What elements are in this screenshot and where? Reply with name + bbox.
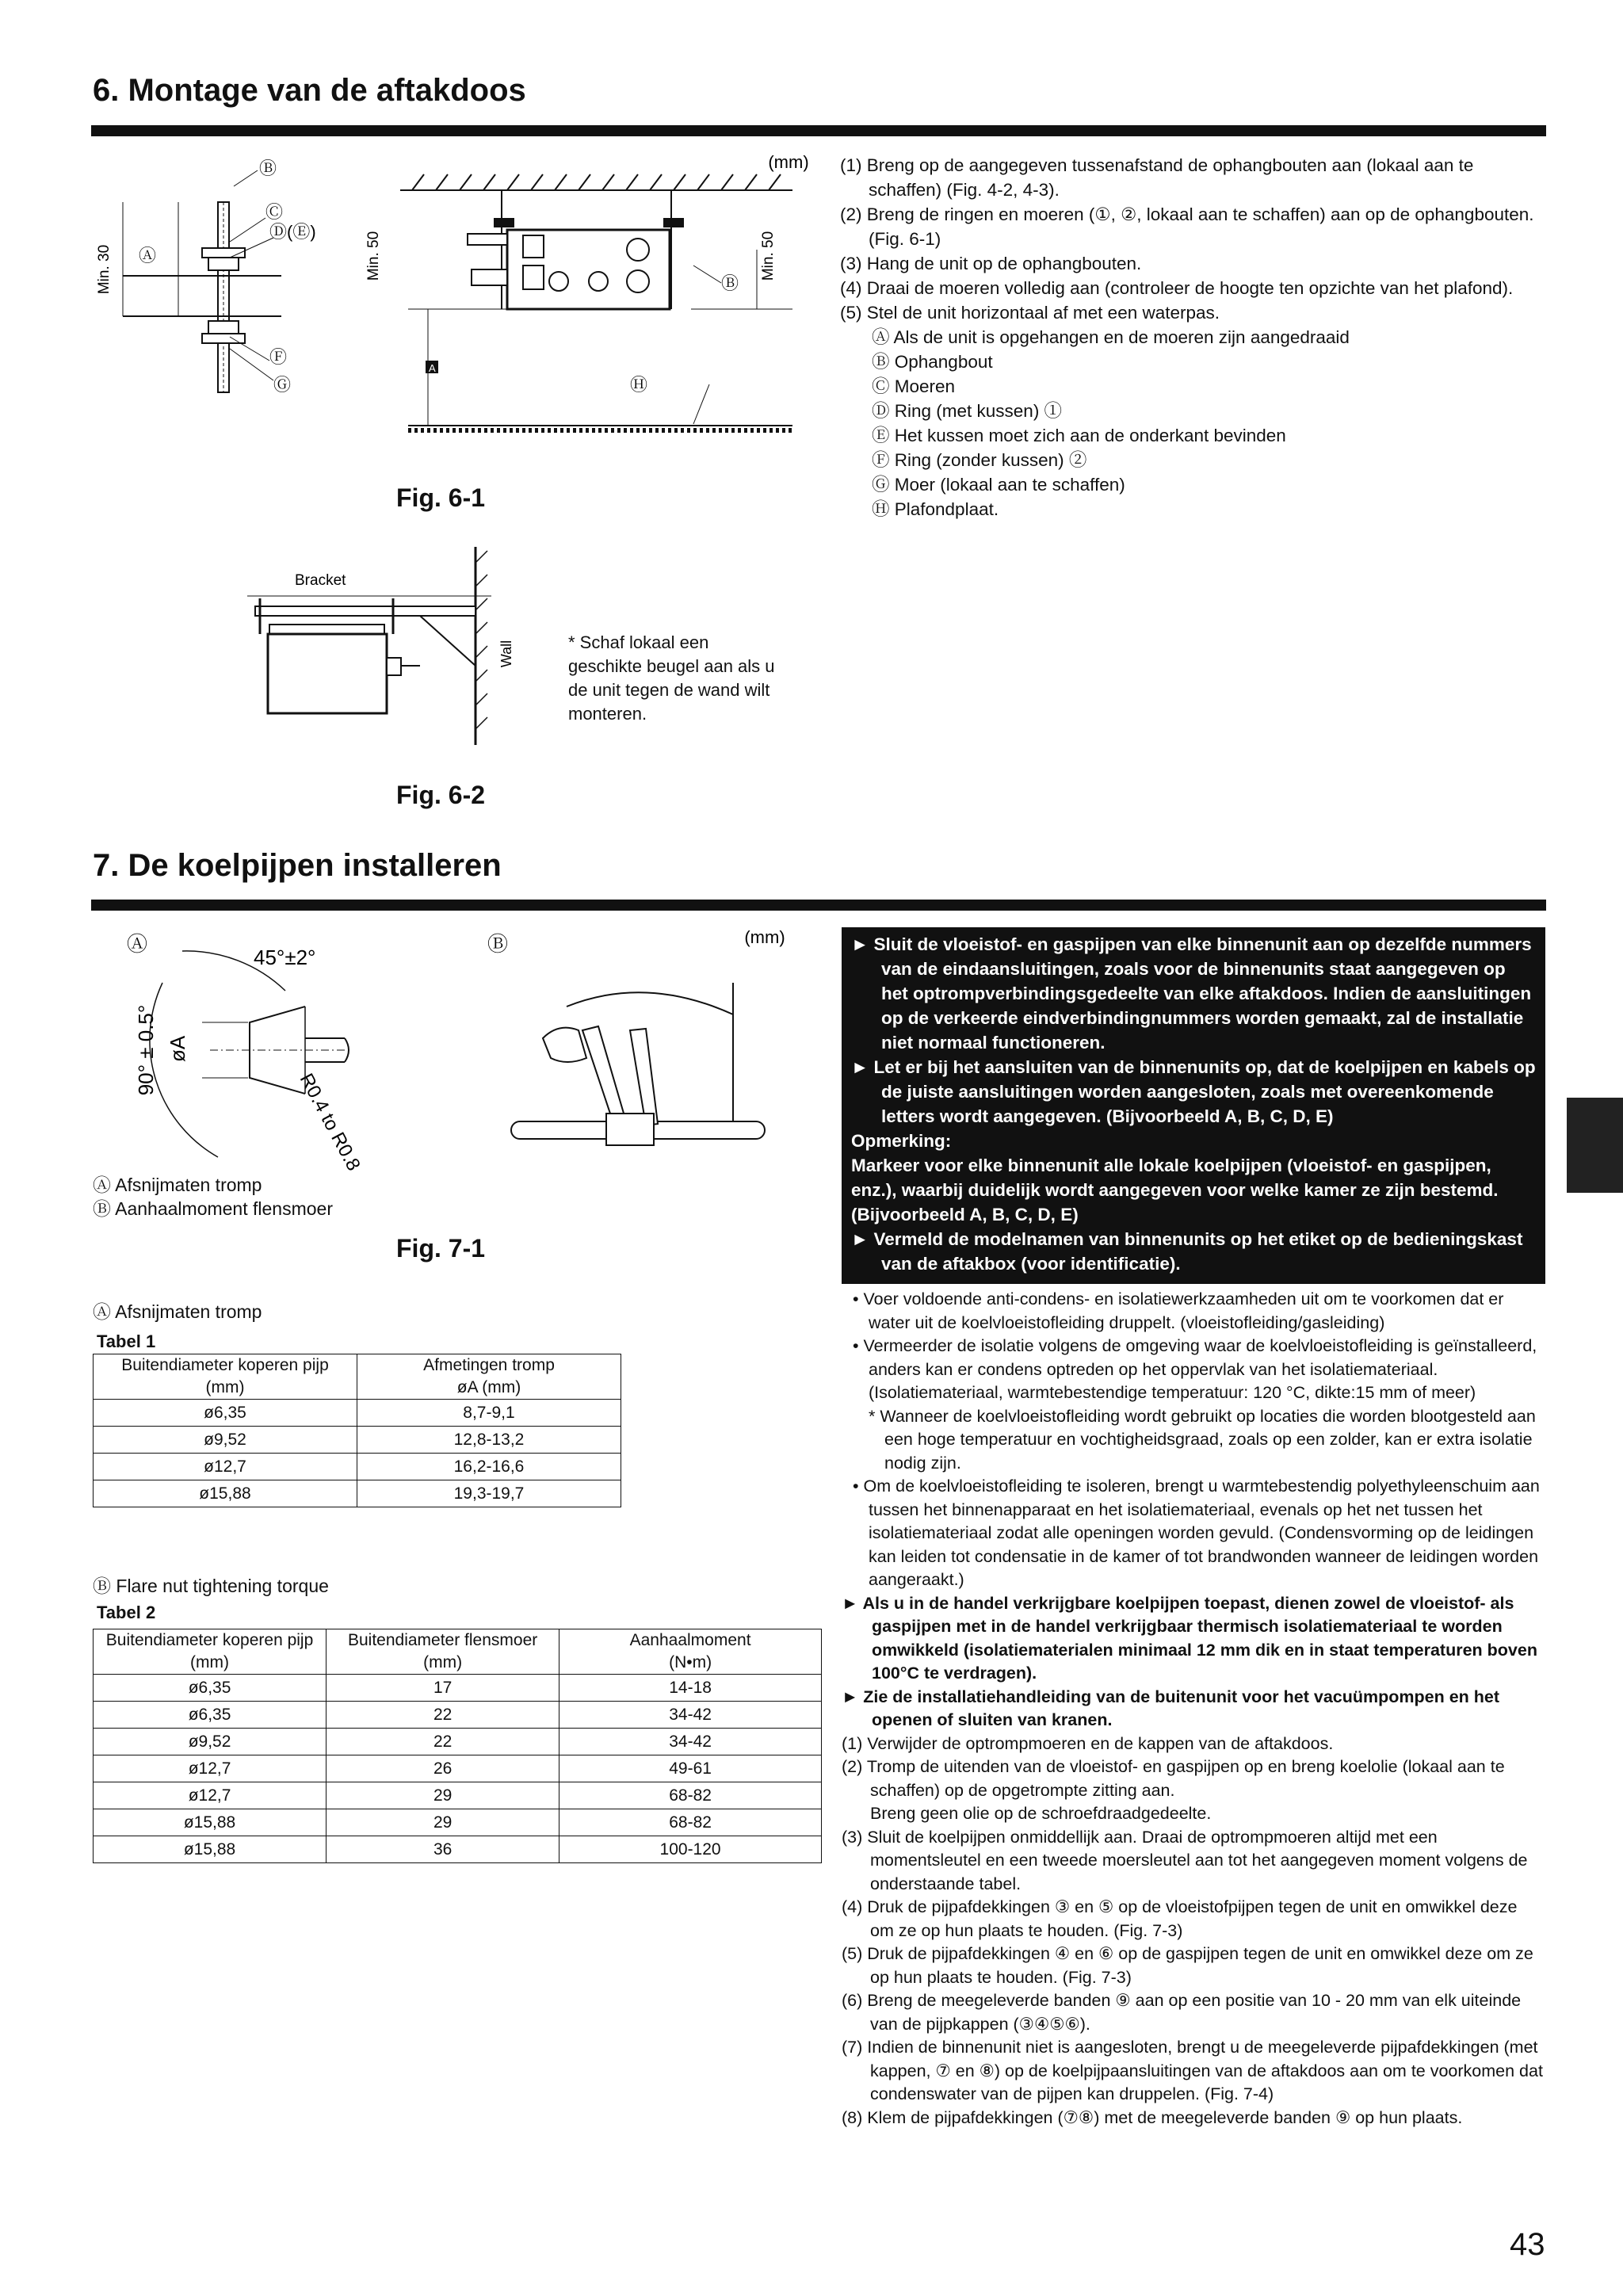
table-cell: ø12,7 <box>94 1782 327 1809</box>
table-cell: 12,8-13,2 <box>357 1427 621 1454</box>
s7-bullet-1: • Voer voldoende anti-condens- en isolatiewerkzaamheden uit om te voorkomen dat er water uit de koelvloeistofleiding druppelt. (vloeistofleiding/gasleiding) <box>853 1289 1504 1332</box>
table-cell: ø12,7 <box>94 1755 327 1782</box>
bracket-label: Bracket <box>295 572 346 589</box>
min30-label: Min. 30 <box>96 244 113 295</box>
min50-left-label: Min. 50 <box>365 231 382 281</box>
s7-step-3: (3) Sluit de koelpijpen onmiddellijk aan. Draai de optrompmoeren altijd met een momentsleutel en een tweede moersleutel aan tot het aangegeven moment volgens de onderstaande tabel. <box>842 1827 1528 1893</box>
table-cell: ø6,35 <box>94 1702 327 1729</box>
table-cell: 34-42 <box>559 1729 822 1755</box>
s6-legend-A: Ⓐ Als de unit is opgehangen en de moeren zijn aangedraaid <box>872 327 1350 347</box>
table-cell: ø15,88 <box>94 1480 357 1507</box>
table-cell: ø6,35 <box>94 1400 357 1427</box>
fig7-label-B: Ⓑ <box>487 932 509 956</box>
page-number: 43 <box>1510 2227 1545 2262</box>
table-cell: 22 <box>327 1729 559 1755</box>
table-cell: ø15,88 <box>94 1809 327 1836</box>
s7-bullet-4: • Om de koelvloeistofleiding te isoleren, brengt u warmtebestendig polyethyleenschuim aan tussen het binnenapparaat en het isolatiemateriaal, evenals op het net tussen het isolatiemateriaal zodat alle openingen worden gevuld. (Condensvorming op de leidingen kan leiden tot condensatie in de kamer of tot brandwonden wanneer de leidingen worden aangeraakt.) <box>853 1477 1540 1589</box>
fig7-label-A: Ⓐ <box>127 932 148 956</box>
label-A-box: A <box>429 362 436 374</box>
s6-legend-F: Ⓕ Ring (zonder kussen) ② <box>872 450 1087 470</box>
s7-step-8: (8) Klem de pijpafdekkingen (⑦⑧) met de meegeleverde banden ⑨ op hun plaats. <box>842 2107 1463 2127</box>
table2-header-cell: Aanhaalmoment (N•m) <box>559 1629 822 1675</box>
fig-7-1-legend <box>93 1173 333 1221</box>
table-cell: 17 <box>327 1675 559 1702</box>
table-cell: 16,2-16,6 <box>357 1454 621 1480</box>
s6-step-1: (1) Breng op de aangegeven tussenafstand de ophangbouten aan (lokaal aan te schaffen) (Fig. 4-2, 4-3). <box>840 155 1474 200</box>
unit-mm-6: (mm) <box>768 152 809 172</box>
fig-6-2-note: * Schaf lokaal een geschikte beugel aan als u de unit tegen de wand wilt monteren. <box>568 632 775 724</box>
table-row <box>94 1755 822 1782</box>
section-7-title: 7. De koelpijpen installeren <box>93 848 502 883</box>
s6-legend-E: Ⓔ Het kussen moet zich aan de onderkant bevinden <box>872 426 1286 445</box>
table2-caption-label: Ⓑ Flare nut tightening torque <box>93 1576 329 1596</box>
s7-step-7: (7) Indien de binnenunit niet is aangesloten, brengt u de meegeleverde pijpafdekkingen (met kappen, ⑦ en ⑧) op de koelpijpaansluitingen van de aftakdoos aan om te voorkomen dat condenswater van de pijpen kan druppelen. (Fig. 7-4) <box>842 2038 1543 2103</box>
s7-step-4: (4) Druk de pijpafdekkingen ③ en ⑤ op de vloeistofpijpen tegen de unit en omwikkel deze om ze op hun plaats te houden. (Fig. 7-3) <box>842 1897 1518 1940</box>
table2-header-cell: Buitendiameter flensmoer (mm) <box>327 1629 559 1675</box>
table1-caption-label: Ⓐ Afsnijmaten tromp <box>93 1301 262 1322</box>
section-6-steps <box>840 153 1545 521</box>
s7-bullet-2: • Vermeerder de isolatie volgens de omgeving waar de koelvloeistofleiding is geïnstalleerd, anders kan er condens optreden op het oppervlak van het isolatiemateriaal. (Isolatiemateriaal, warmtebestendige temperatuur: 120 °C, dikte:15 mm of meer) <box>853 1336 1537 1402</box>
section-7-rule <box>91 900 1546 911</box>
table-cell: 68-82 <box>559 1809 822 1836</box>
table-row <box>94 1809 822 1836</box>
table-cell: 100-120 <box>559 1836 822 1863</box>
s6-legend-B: Ⓑ Ophangbout <box>872 352 993 372</box>
table-row <box>94 1729 822 1755</box>
table-cell: 22 <box>327 1702 559 1729</box>
fig-6-1-drawing <box>91 147 809 464</box>
table-cell: 29 <box>327 1782 559 1809</box>
label-F: Ⓕ <box>269 347 288 367</box>
angle-45-label: 45°±2° <box>254 946 316 969</box>
table-cell: 26 <box>327 1755 559 1782</box>
table-cell: ø12,7 <box>94 1454 357 1480</box>
table1-header-cell: Buitendiameter koperen pijp (mm) <box>94 1354 357 1400</box>
s7-step-2-note: Breng geen olie op de schroefdraadgedeelte. <box>870 1804 1212 1823</box>
s7-step-5: (5) Druk de pijpafdekkingen ④ en ⑥ op de gaspijpen tegen de unit en omwikkel deze om ze op hun plaats te houden. (Fig. 7-3) <box>842 1944 1533 1987</box>
s6-legend-C: Ⓒ Moeren <box>872 376 956 396</box>
s6-step-5: (5) Stel de unit horizontaal af met een waterpas. <box>840 303 1220 323</box>
radius-label: R0.4 to R0.8 <box>295 1070 365 1175</box>
table2-title: Tabel 2 <box>97 1603 156 1622</box>
wall-label: Wall <box>498 640 514 668</box>
table-row <box>94 1400 621 1427</box>
table-cell: 49-61 <box>559 1755 822 1782</box>
table-row <box>94 1836 822 1863</box>
table1-header <box>94 1354 621 1400</box>
table-row <box>94 1427 621 1454</box>
s6-step-3: (3) Hang de unit op de ophangbouten. <box>840 254 1142 273</box>
s7-bold-note-2: ► Zie de installatiehandleiding van de buitenunit voor het vacuümpompen en het openen of sluiten van kranen. <box>842 1687 1500 1729</box>
label-G: Ⓖ <box>273 375 292 395</box>
dia-A-label: øA <box>166 1035 189 1062</box>
table-cell: ø9,52 <box>94 1729 327 1755</box>
table-cell: 19,3-19,7 <box>357 1480 621 1507</box>
label-A: Ⓐ <box>139 246 157 266</box>
section-6-title: 6. Montage van de aftakdoos <box>93 73 526 108</box>
s7-step-2: (2) Tromp de uitenden van de vloeistof- en gaspijpen op en breng koelolie (lokaal aan te schaffen) op de opgetrompte zitting aan. <box>842 1757 1505 1800</box>
table-cell: 8,7-9,1 <box>357 1400 621 1427</box>
notice-p3: ► Vermeld de modelnamen van binnenunits op het etiket op de bedieningskast van de aftakbox (voor identificatie). <box>851 1229 1523 1274</box>
s6-step-2: (2) Breng de ringen en moeren (①, ②, lokaal aan te schaffen) aan op de ophangbouten. (Fig. 6-1) <box>840 204 1534 249</box>
s7-step-6: (6) Breng de meegeleverde banden ⑨ aan op een positie van 10 - 20 mm van elk uiteinde van de pijpkappen (③④⑤⑥). <box>842 1991 1522 2034</box>
table1-title: Tabel 1 <box>97 1331 156 1351</box>
table-2 <box>93 1629 822 1863</box>
fig-6-2-caption: Fig. 6-2 <box>396 781 486 809</box>
table-cell: ø9,52 <box>94 1427 357 1454</box>
label-H: Ⓗ <box>630 375 648 395</box>
table-cell: ø6,35 <box>94 1675 327 1702</box>
notice-opm-title: Opmerking: <box>851 1131 952 1151</box>
s6-legend-H: Ⓗ Plafondplaat. <box>872 499 999 519</box>
side-thumb-tab <box>1567 1098 1623 1193</box>
table1-header-cell: Afmetingen tromp øA (mm) <box>357 1354 621 1400</box>
s7-bold-note-1: ► Als u in de handel verkrijgbare koelpijpen toepast, dienen zowel de vloeistof- als gaspijpen met in de handel verkrijgbaar thermisch isolatiemateriaal te worden omwikkeld (isolatiematerialen minimaal 12 mm dik en in staat temperaturen boven 100°C te verdragen). <box>842 1593 1537 1683</box>
notice-p2: ► Let er bij het aansluiten van de binnenunits op, dat de koelpijpen en kabels op de juiste aansluitingen worden aangesloten, zoals met overeenkomende letters wordt aangegeven. (Bijvoorbeeld A, B, C, D, E) <box>851 1057 1536 1126</box>
table-cell: 68-82 <box>559 1782 822 1809</box>
table-cell: 36 <box>327 1836 559 1863</box>
unit-mm-7: (mm) <box>744 927 785 947</box>
label-C: Ⓒ <box>265 202 284 222</box>
fig7-legend-B: Ⓑ Aanhaalmoment flensmoer <box>93 1198 333 1219</box>
label-B-right: Ⓑ <box>721 273 739 293</box>
fig-6-1-caption: Fig. 6-1 <box>396 483 486 512</box>
table-row <box>94 1480 621 1507</box>
s6-step-4: (4) Draai de moeren volledig aan (controleer de hoogte ten opzichte van het plafond). <box>840 278 1514 298</box>
s6-legend-D: Ⓓ Ring (met kussen) ① <box>872 401 1063 421</box>
section-6-rule <box>91 125 1546 136</box>
s7-bullet-3: * Wanneer de koelvloeistofleiding wordt gebruikt op locaties die worden blootgesteld aan een hoge temperatuur en vochtigheidsgraad, zoals op een zolder, kan er extra isolatie nodig zijn. <box>869 1406 1536 1473</box>
table2-header <box>94 1629 822 1675</box>
table-row <box>94 1675 822 1702</box>
label-B: Ⓑ <box>259 159 277 178</box>
table2-header-cell: Buitendiameter koperen pijp (mm) <box>94 1629 327 1675</box>
table-1 <box>93 1354 621 1507</box>
angle-90-label: 90° ± 0.5° <box>134 1004 158 1096</box>
fig-7-1-caption: Fig. 7-1 <box>396 1234 486 1263</box>
notice-p1: ► Sluit de vloeistof- en gaspijpen van elke binnenunit aan op dezelfde nummers van de eindaansluitingen, zoals voor de binnenunits staat aangegeven op het optrompverbindingsgedeelte van elke aftakdoos. Indien de aansluitingen op de verkeerde eindverbindingnummers worden gemaakt, zal de installatie niet normaal functioneren. <box>851 934 1532 1052</box>
label-DE: Ⓓ(Ⓔ) <box>269 222 316 242</box>
table-cell: ø15,88 <box>94 1836 327 1863</box>
s7-step-1: (1) Verwijder de optrompmoeren en de kappen van de aftakdoos. <box>842 1733 1334 1753</box>
fig-6-2-drawing <box>238 547 555 753</box>
table-cell: 14-18 <box>559 1675 822 1702</box>
notice-opm-text: Markeer voor elke binnenunit alle lokale koelpijpen (vloeistof- en gaspijpen, enz.), waarbij duidelijk wordt aangegeven voor welke kamer ze zijn bestemd. (Bijvoorbeeld A, B, C, D, E) <box>851 1156 1499 1224</box>
fig-7-1-drawing <box>91 919 804 1189</box>
table-cell: 29 <box>327 1809 559 1836</box>
table-row <box>94 1454 621 1480</box>
min50-right-label: Min. 50 <box>760 231 777 281</box>
notice-box <box>842 927 1545 1284</box>
fig7-legend-A: Ⓐ Afsnijmaten tromp <box>93 1175 262 1195</box>
section-7-body <box>842 1288 1545 2130</box>
s6-legend-G: Ⓖ Moer (lokaal aan te schaffen) <box>872 475 1125 495</box>
s6-legend <box>840 325 1545 521</box>
table-row <box>94 1782 822 1809</box>
table-cell: 34-42 <box>559 1702 822 1729</box>
table-row <box>94 1702 822 1729</box>
